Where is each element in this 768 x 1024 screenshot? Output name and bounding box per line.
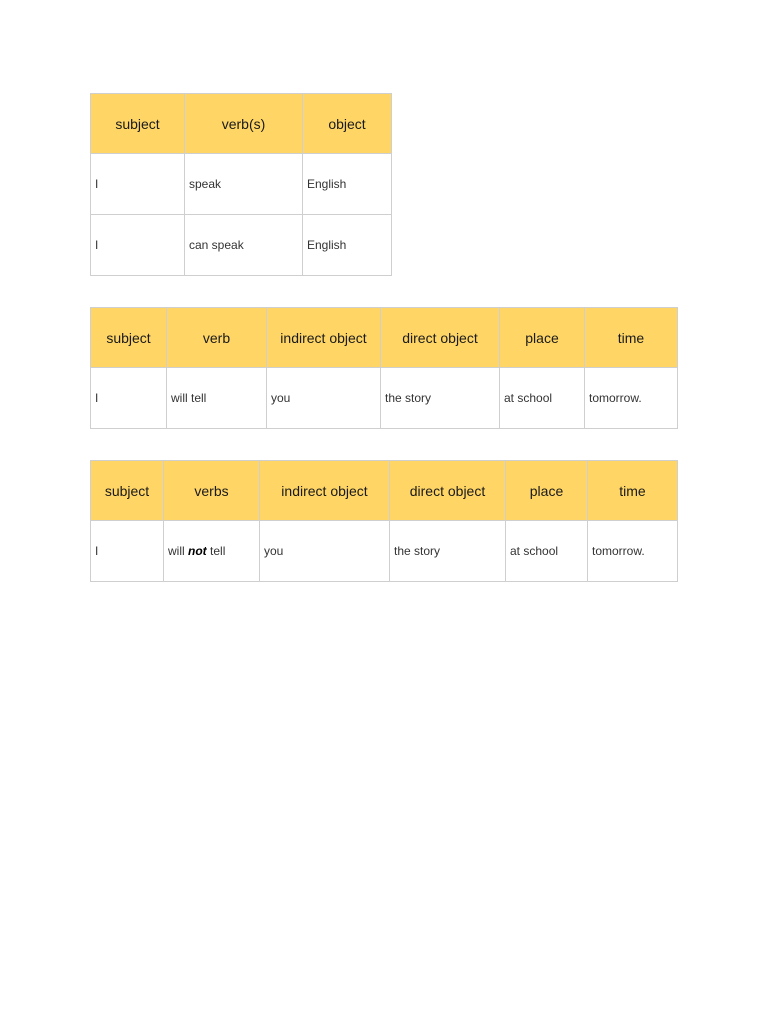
header-time: time — [588, 461, 678, 521]
header-time: time — [585, 308, 678, 368]
header-place: place — [500, 308, 585, 368]
verb-negation-emphasis: not — [188, 544, 207, 558]
table-row — [91, 368, 678, 429]
table-row — [91, 521, 678, 582]
header-indirect-object: indirect object — [260, 461, 390, 521]
header-verbs: verbs — [164, 461, 260, 521]
cell-subject: I — [91, 154, 185, 215]
table-header-row — [91, 461, 678, 521]
cell-indirect-object: you — [260, 521, 390, 582]
header-indirect-object: indirect object — [267, 308, 381, 368]
cell-place: at school — [506, 521, 588, 582]
table-row — [91, 154, 392, 215]
header-subject: subject — [91, 94, 185, 154]
cell-indirect-object: you — [267, 368, 381, 429]
header-object: object — [303, 94, 392, 154]
cell-subject: I — [91, 521, 164, 582]
sentence-structure-table-negative — [90, 460, 678, 582]
sentence-structure-table-full — [90, 307, 678, 429]
cell-time: tomorrow. — [585, 368, 678, 429]
cell-subject: I — [91, 215, 185, 276]
verb-after-text: tell — [210, 544, 226, 558]
table-header-row — [91, 308, 678, 368]
cell-verb — [164, 521, 260, 582]
sentence-structure-table-basic — [90, 93, 392, 276]
header-direct-object: direct object — [381, 308, 500, 368]
table-row — [91, 215, 392, 276]
header-place: place — [506, 461, 588, 521]
header-direct-object: direct object — [390, 461, 506, 521]
cell-object: English — [303, 215, 392, 276]
verb-before-text: will — [168, 544, 185, 558]
cell-verb: can speak — [185, 215, 303, 276]
cell-subject: I — [91, 368, 167, 429]
cell-object: English — [303, 154, 392, 215]
header-verbs: verb(s) — [185, 94, 303, 154]
cell-time: tomorrow. — [588, 521, 678, 582]
cell-verb: will tell — [167, 368, 267, 429]
header-subject: subject — [91, 461, 164, 521]
table-header-row — [91, 94, 392, 154]
cell-direct-object: the story — [381, 368, 500, 429]
header-subject: subject — [91, 308, 167, 368]
header-verb: verb — [167, 308, 267, 368]
cell-place: at school — [500, 368, 585, 429]
cell-verb: speak — [185, 154, 303, 215]
cell-direct-object: the story — [390, 521, 506, 582]
